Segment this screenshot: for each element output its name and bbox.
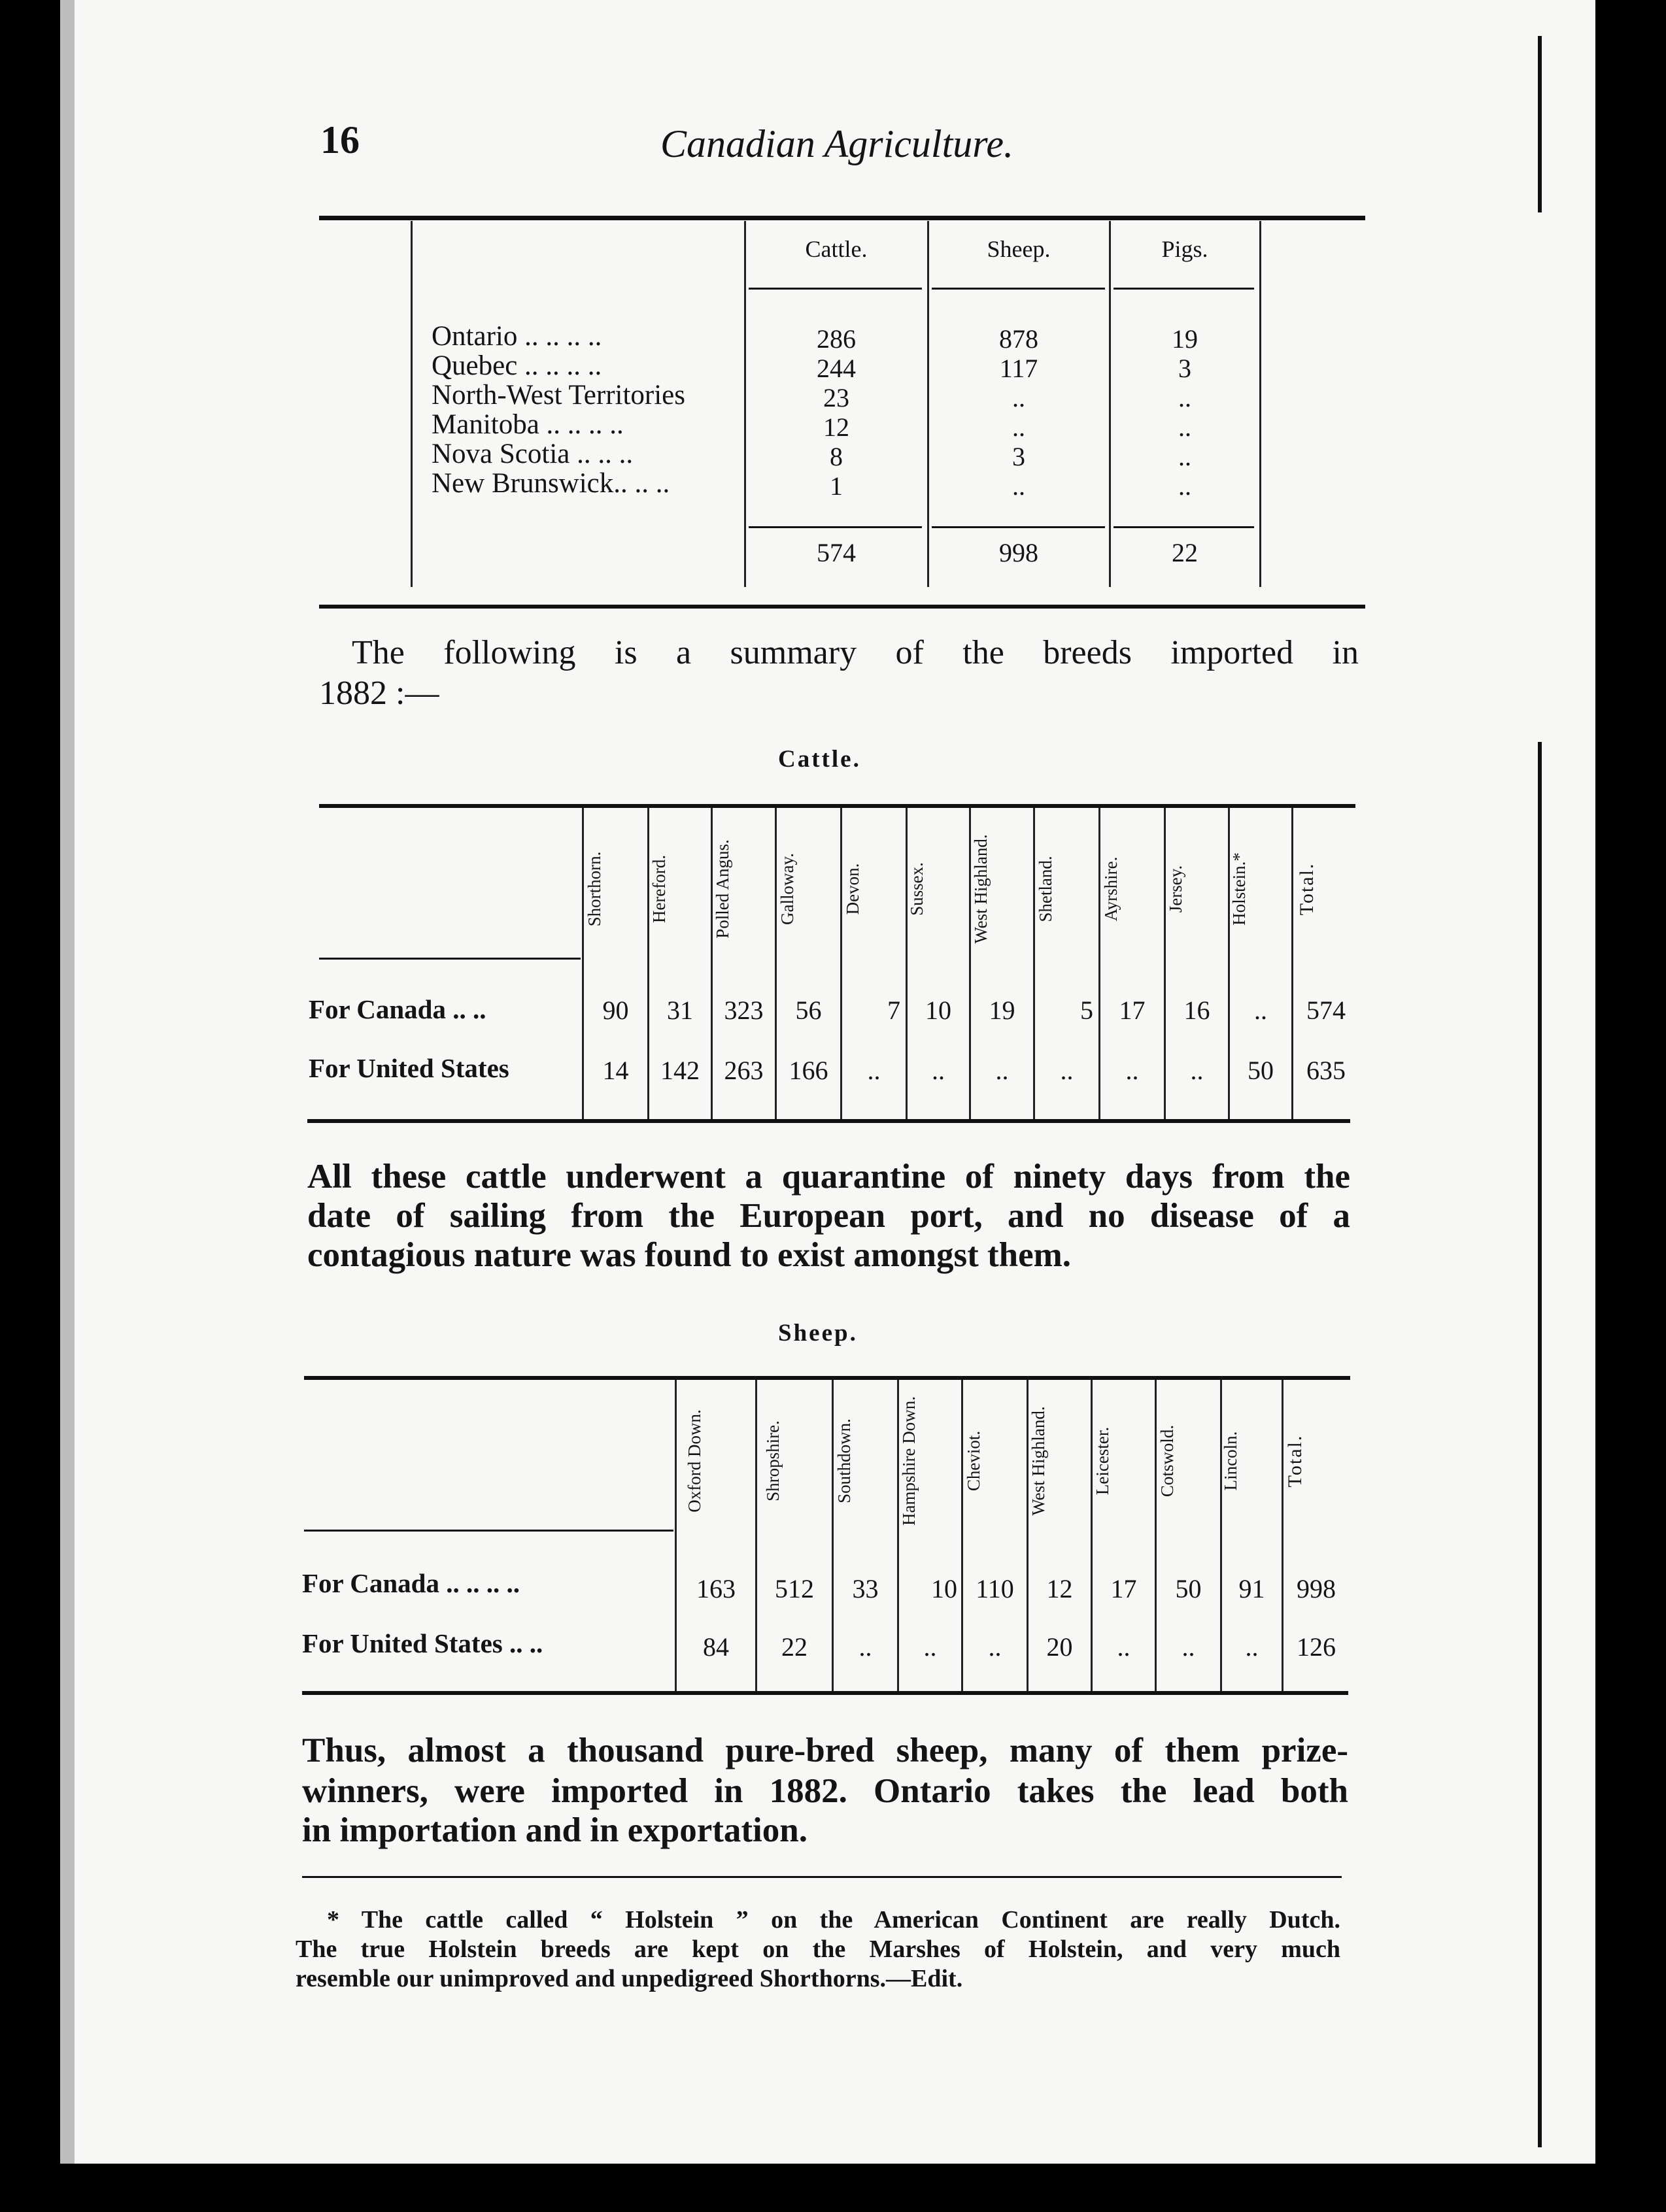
cattle-cell: 90 [602,996,629,1025]
sheep-cell: .. [1245,1632,1259,1662]
sheep-cell-total: 126 [1297,1632,1336,1662]
footnote-line: resemble our unimproved and unpedigreed Shorthorns.—Edit. [296,1965,963,1992]
exports-header-rule [932,288,1105,290]
exports-cell: 23 [823,383,849,412]
cattle-cell: 19 [989,996,1015,1025]
exports-sum-rule [749,526,922,528]
exports-cell: .. [1178,383,1191,412]
exports-cell: 3 [1178,354,1191,383]
sheep-row-label: For United States .. .. [302,1628,543,1658]
exports-total-pigs: 22 [1172,538,1198,567]
exports-cell: .. [1178,471,1191,501]
sheep-cell: 84 [703,1632,729,1662]
page-number: 16 [320,118,360,161]
cattle-row-label: For United States [309,1053,509,1083]
exports-row-label: Quebec .. .. .. .. [432,350,602,381]
sheep-cell: 50 [1175,1574,1202,1603]
exports-cell: 244 [817,354,856,383]
sheep-col-header: Total. [1284,1434,1306,1488]
footnote-line: * The cattle called “ Holstein ” on the American Continent are really Dutch. [327,1906,1340,1934]
cattle-col-header: Ayrshire. [1101,856,1121,922]
exports-cell: .. [1178,412,1191,442]
cattle-cell: .. [1190,1056,1204,1085]
cattle-cell: .. [1060,1056,1074,1085]
cattle-cell: 16 [1183,996,1210,1025]
paragraph-line: contagious nature was found to exist amongst them. [307,1236,1072,1274]
cattle-col-header: Hereford. [649,854,669,924]
cattle-cell: 50 [1248,1056,1274,1085]
cattle-cell: 7 [887,996,900,1025]
sheep-row-label: For Canada .. .. .. .. [302,1568,520,1598]
cattle-cell: 14 [602,1056,629,1085]
exports-cell: .. [1012,383,1025,412]
sheep-col-header: Hampshire Down. [899,1396,919,1526]
exports-total-cattle: 574 [817,538,856,567]
cattle-col-header: Polled Angus. [713,839,732,939]
sheep-top-rule [304,1376,1350,1380]
cattle-cell: .. [995,1056,1009,1085]
exports-header-pigs: Pigs. [1161,236,1208,262]
right-margin-rule-bottom [1538,742,1542,2147]
paragraph-line: Thus, almost a thousand pure-bred sheep, many of them prize- [302,1732,1348,1769]
exports-cell: 878 [999,324,1038,354]
exports-row-label: New Brunswick.. .. .. [432,468,670,499]
exports-row-label: Nova Scotia .. .. .. [432,439,634,469]
cattle-col-header: Shetland. [1036,856,1055,922]
sheep-bottom-rule [302,1691,1348,1695]
running-head: Canadian Agriculture. [660,122,1013,165]
exports-sum-rule [1114,526,1254,528]
cattle-col-header: Galloway. [777,853,797,925]
exports-col-line [1259,221,1261,587]
sheep-cell: 110 [976,1574,1014,1603]
cattle-col-header: Shorthorn. [585,851,604,927]
sheep-col-header: Cotswold. [1157,1424,1177,1498]
sheep-cell: 22 [781,1632,808,1662]
page-gutter-shadow [60,0,75,2164]
exports-total-sheep: 998 [999,538,1038,567]
paragraph-line: date of sailing from the European port, and no disease of a [307,1197,1350,1235]
cattle-cell: 323 [724,996,764,1025]
cattle-cell: 5 [1080,996,1093,1025]
cattle-col-header: Sussex. [907,862,926,916]
paragraph-line: in importation and in exportation. [302,1811,808,1849]
cattle-cell: .. [867,1056,881,1085]
exports-cell: 117 [999,354,1038,383]
exports-cell: 12 [823,412,849,442]
sheep-cell: .. [1117,1632,1130,1662]
exports-header-cattle: Cattle. [805,236,868,262]
cattle-cell: 263 [724,1056,764,1085]
cattle-bottom-rule [307,1119,1350,1123]
sheep-col-header: Cheviot. [964,1430,983,1492]
cattle-row-label: For Canada .. .. [309,994,486,1024]
exports-col-line [411,221,413,587]
exports-header-rule [749,288,922,290]
right-margin-rule-top [1538,36,1542,212]
sheep-label-rule [304,1530,673,1532]
sheep-cell: .. [858,1632,872,1662]
exports-cell: 1 [830,471,843,501]
cattle-top-rule [319,804,1355,808]
cattle-col-header: West Highland. [971,834,991,944]
cattle-caption: Cattle. [778,746,861,773]
sheep-cell: 10 [931,1574,957,1603]
exports-row-label: North-West Territories [432,380,685,411]
exports-bottom-rule [319,605,1365,609]
sheep-col-header: Oxford Down. [685,1409,704,1513]
sheep-caption: Sheep. [778,1320,858,1347]
sheep-cell: 163 [696,1574,736,1603]
sheep-col-header: Lincoln. [1221,1431,1240,1491]
sheep-col-header: Leicester. [1093,1426,1112,1496]
sheep-cell: 12 [1046,1574,1073,1603]
exports-sum-rule [932,526,1105,528]
exports-cell: 286 [817,324,856,354]
cattle-cell-total: 635 [1306,1056,1346,1085]
exports-top-rule [319,216,1365,220]
exports-cell: 3 [1012,442,1025,471]
exports-cell: 8 [830,442,843,471]
cattle-cell: 17 [1119,996,1146,1025]
cattle-col-header: Devon. [843,863,862,915]
sheep-cell: 512 [775,1574,814,1603]
sheep-cell: 20 [1046,1632,1073,1662]
footnote-rule [302,1876,1342,1878]
footnote-line: The true Holstein breeds are kept on the Marshes of Holstein, and very much [296,1936,1340,1963]
cattle-col-header: Holstein.* [1229,852,1249,926]
paragraph-line: All these cattle underwent a quarantine of ninety days from the [307,1158,1350,1196]
cattle-cell: 10 [925,996,951,1025]
sheep-cell: .. [988,1632,1002,1662]
cattle-cell: .. [932,1056,945,1085]
exports-header-rule [1114,288,1254,290]
breeds-intro-line: The following is a summary of the breeds imported in [352,634,1359,671]
exports-cell: .. [1012,412,1025,442]
exports-cell: .. [1012,471,1025,501]
cattle-col-header: Total. [1296,862,1318,916]
sheep-cell: .. [1182,1632,1195,1662]
exports-header-sheep: Sheep. [987,236,1051,262]
cattle-cell: 56 [795,996,822,1025]
cattle-cell-total: 574 [1306,996,1346,1025]
sheep-col-header: West Highland. [1028,1406,1048,1516]
cattle-cell: 142 [660,1056,700,1085]
cattle-label-rule [319,958,581,960]
cattle-cell: .. [1254,996,1267,1025]
sheep-cell: .. [923,1632,937,1662]
cattle-col-header: Jersey. [1166,865,1185,913]
cattle-cell: 166 [789,1056,828,1085]
sheep-cell: 17 [1110,1574,1137,1603]
exports-cell: 19 [1172,324,1198,354]
exports-cell: .. [1178,442,1191,471]
sheep-cell-total: 998 [1297,1574,1336,1603]
sheep-col-header: Shropshire. [763,1420,783,1501]
sheep-cell: 91 [1238,1574,1265,1603]
cattle-cell: 31 [667,996,693,1025]
exports-row-label: Ontario .. .. .. .. [432,321,602,352]
sheep-col-header: Southdown. [834,1418,854,1503]
breeds-intro-line: 1882 :— [319,675,439,712]
exports-row-label: Manitoba .. .. .. .. [432,409,624,440]
cattle-cell: .. [1125,1056,1139,1085]
paragraph-line: winners, were imported in 1882. Ontario takes the lead both [302,1772,1348,1810]
sheep-cell: 33 [852,1574,879,1603]
